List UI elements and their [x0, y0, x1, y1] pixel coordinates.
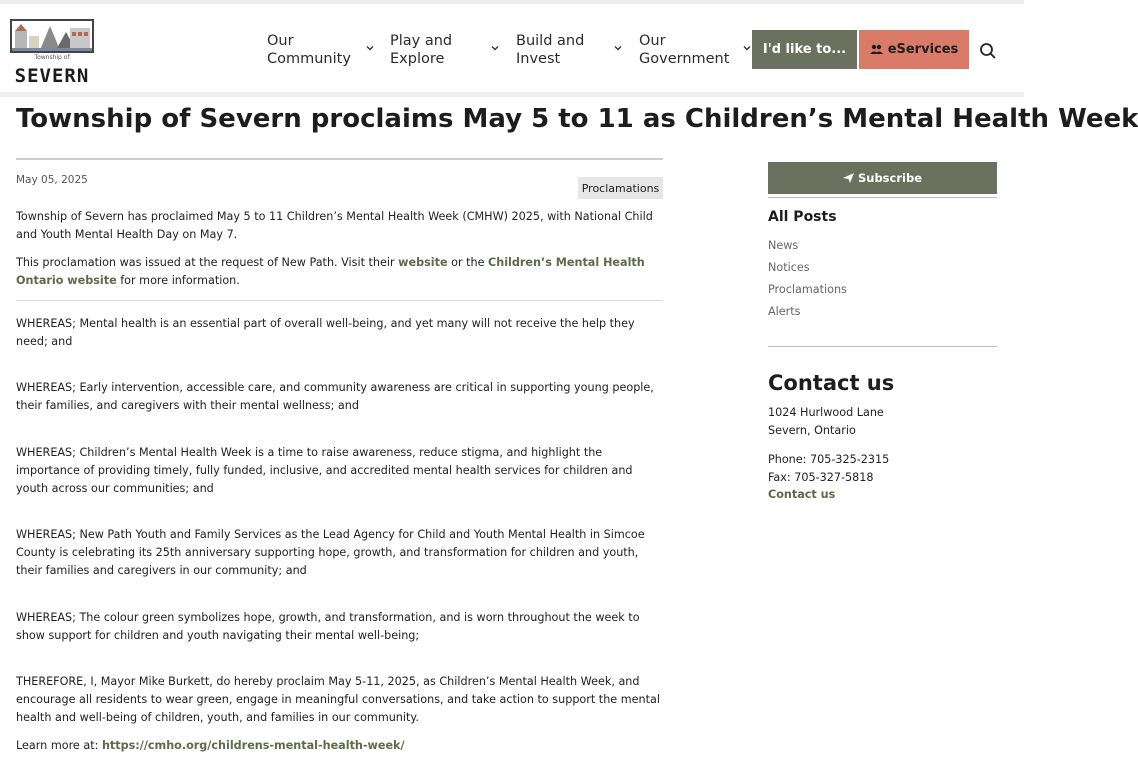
sidebar-link-news[interactable]: News [768, 239, 799, 252]
request-text-mid: or the [447, 256, 489, 269]
sidebar-link-alerts[interactable]: Alerts [768, 305, 801, 318]
site-header [0, 4, 1024, 92]
township-logo[interactable] [10, 14, 94, 88]
page-title: Township of Severn proclaims May 5 to 11 as Children’s Mental Health Week [16, 104, 1138, 134]
learn-more-label: Learn more at: [16, 739, 102, 752]
contact-heading: Contact us [768, 371, 895, 395]
contact-address-line1: 1024 Hurlwood Lane [768, 406, 884, 419]
subscribe-label: Subscribe [857, 171, 922, 185]
eservices-button[interactable] [859, 30, 969, 69]
sidebar-divider [768, 197, 997, 198]
chevron-down-icon [490, 43, 500, 53]
nav-label-line1: Build and [516, 33, 585, 49]
nav-label-line1: Our [267, 33, 294, 49]
contact-fax: Fax: 705-327-5818 [768, 471, 874, 484]
cmho-website-link[interactable]: Children’s Mental Health Ontario website [16, 256, 645, 287]
article-request [16, 254, 666, 290]
request-text-post: for more information. [116, 274, 240, 287]
nav-play-and-explore[interactable] [390, 30, 502, 70]
header-divider [0, 92, 1024, 97]
cmho-url-link[interactable]: https://cmho.org/childrens-mental-health-week/ [101, 739, 405, 752]
people-icon [870, 44, 883, 55]
nav-label-line2: Government [639, 51, 730, 67]
eservices-label: eServices [887, 42, 959, 57]
article-date: May 05, 2025 [16, 174, 88, 186]
nav-label-line2: Explore [390, 51, 445, 67]
whereas-paragraph: WHEREAS; Early intervention, accessible care, and community awareness are critical in supporting young people, their families, and caregivers with their mental wellness; and [16, 381, 654, 412]
logo-small-text: Township of [34, 54, 70, 61]
nav-label-line1: Play and [390, 33, 453, 49]
logo-skyline-icon [10, 14, 94, 54]
subscribe-button[interactable] [768, 162, 997, 194]
nav-our-government[interactable] [639, 30, 755, 70]
search-icon[interactable] [979, 42, 997, 60]
chevron-down-icon [365, 43, 375, 53]
id-like-to-button[interactable]: I'd like to... [752, 30, 857, 69]
nav-label-line1: Our [639, 33, 666, 49]
new-path-website-link[interactable]: website [398, 256, 448, 269]
all-posts-heading: All Posts [768, 209, 837, 225]
whereas-paragraph: WHEREAS; New Path Youth and Family Services as the Lead Agency for Child and Youth Mental Health in Simcoe County is celebrating its 25th anniversary supporting hope, growth, and transformation for children and youth, their families and caregivers in our community; and [16, 528, 645, 577]
contact-phone: Phone: 705-325-2315 [768, 453, 890, 466]
whereas-paragraph: WHEREAS; Mental health is an essential part of overall well-being, and yet many will not receive the help they need; and [16, 317, 635, 348]
whereas-paragraph: WHEREAS; Children’s Mental Health Week is a time to raise awareness, reduce stigma, and highlight the importance of providing timely, fully funded, inclusive, and accredited mental health services for children and youth across our communities; and [16, 446, 633, 495]
request-text-pre: This proclamation was issued at the request of New Path. Visit their [16, 256, 399, 269]
nav-build-and-invest[interactable] [516, 30, 628, 70]
logo-name: SEVERN [14, 65, 90, 87]
chevron-down-icon [613, 43, 623, 53]
article-top-divider [16, 158, 663, 160]
nav-our-community[interactable] [267, 30, 377, 70]
contact-address-line2: Severn, Ontario [768, 424, 856, 437]
chevron-down-icon [742, 43, 752, 53]
article-divider [16, 300, 663, 301]
sidebar-link-proclamations[interactable]: Proclamations [768, 283, 847, 296]
contact-us-link[interactable]: Contact us [768, 488, 836, 501]
learn-more [16, 737, 666, 755]
whereas-paragraph: WHEREAS; The colour green symbolizes hope, growth, and transformation, and is worn throughout the week to show support for children and youth navigating their mental well-being; [16, 611, 640, 642]
sidebar-divider [768, 346, 997, 347]
nav-label-line2: Invest [516, 51, 561, 67]
category-tag[interactable]: Proclamations [578, 177, 663, 199]
sidebar-link-notices[interactable]: Notices [768, 261, 810, 274]
paper-plane-icon [843, 173, 854, 183]
article-intro: Township of Severn has proclaimed May 5 to 11 Children’s Mental Health Week (CMHW) 2025, with National Child and Youth Mental Health Day on May 7. [16, 210, 653, 241]
nav-label-line2: Community [267, 51, 351, 67]
therefore-paragraph: THEREFORE, I, Mayor Mike Burkett, do hereby proclaim May 5-11, 2025, as Children’s Mental Health Week, and encourage all residents to wear green, engage in meaningful conversations, and take action to support the mental health and well-being of children, youth, and families in our community. [16, 675, 660, 724]
